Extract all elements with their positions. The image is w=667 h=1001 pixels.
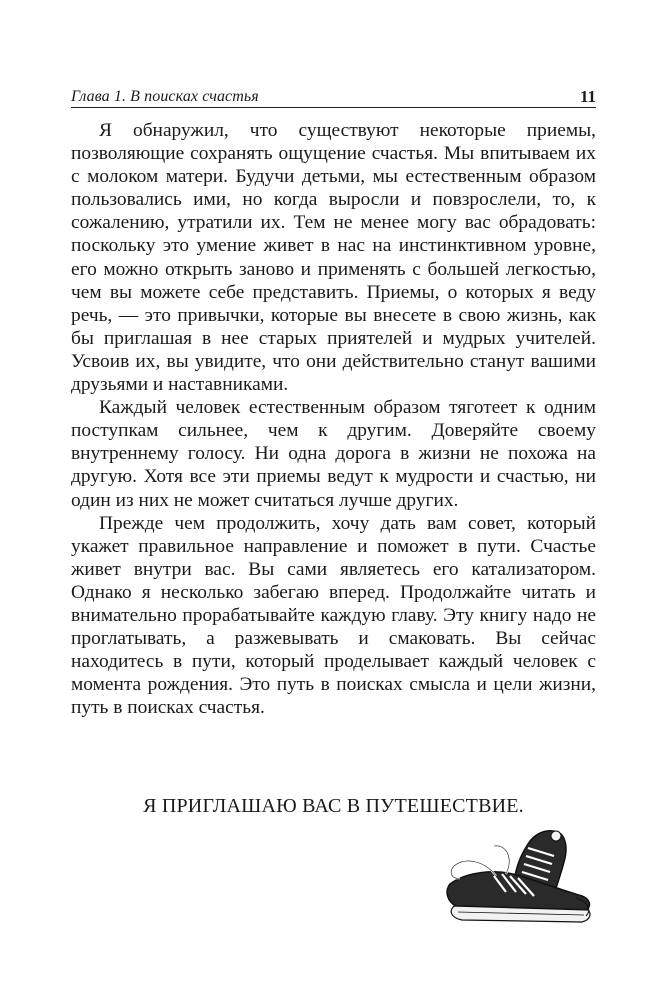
body-text xyxy=(71,119,596,719)
running-head xyxy=(71,87,596,108)
closing-line: Я ПРИГЛАШАЮ ВАС В ПУТЕШЕСТВИЕ. xyxy=(143,795,524,817)
paragraph: Прежде чем продолжить, хочу дать вам совет, который укажет правильное направление и поможет в пути. Счастье живет внутри вас. Вы сами являетесь его катализатором. Однако я несколько забегаю вперед. Продолжайте читать и внимательно прорабатывайте каждую главу. Эту книгу надо не проглатывать, а разжевывать и смаковать. Вы сейчас находитесь в пути, который проделывает каждый человек с момента рождения. Это путь в поисках смысла и цели жизни, путь в поисках счастья. xyxy=(71,512,596,719)
page-number: 11 xyxy=(579,87,596,106)
chapter-title: Глава 1. В поисках счастья xyxy=(71,88,259,105)
front-sneaker xyxy=(447,846,590,922)
paragraph: Я обнаружил, что существуют некоторые приемы, позволяющие сохранять ощущение счастья. Мы впитываем их с молоком матери. Будучи детьми, мы естественным образом пользовались ими, но когда выросли и повзрослели, то, к сожалению, утратили их. Тем не менее могу вас обрадовать: поскольку это умение живет в нас на инстинктивном уровне, его можно открыть заново и применять с большей легкостью, чем вы можете себе представить. Приемы, о которых я веду речь, — это привычки, которые вы внесете в свою жизнь, как бы приглашая в нее старых приятелей и мудрых учителей. Усвоив их, вы увидите, что они действительно станут вашими друзьями и наставниками. xyxy=(71,120,596,396)
paragraph: Каждый человек естественным образом тяготеет к одним поступкам сильнее, чем к другим. Доверяйте своему внутреннему голосу. Ни одна дорога в жизни не похожа на другую. Хотя все эти приемы ведут к мудрости и счастью, ни один из них не может считаться лучше других. xyxy=(71,397,596,511)
sneakers-icon xyxy=(436,822,596,928)
